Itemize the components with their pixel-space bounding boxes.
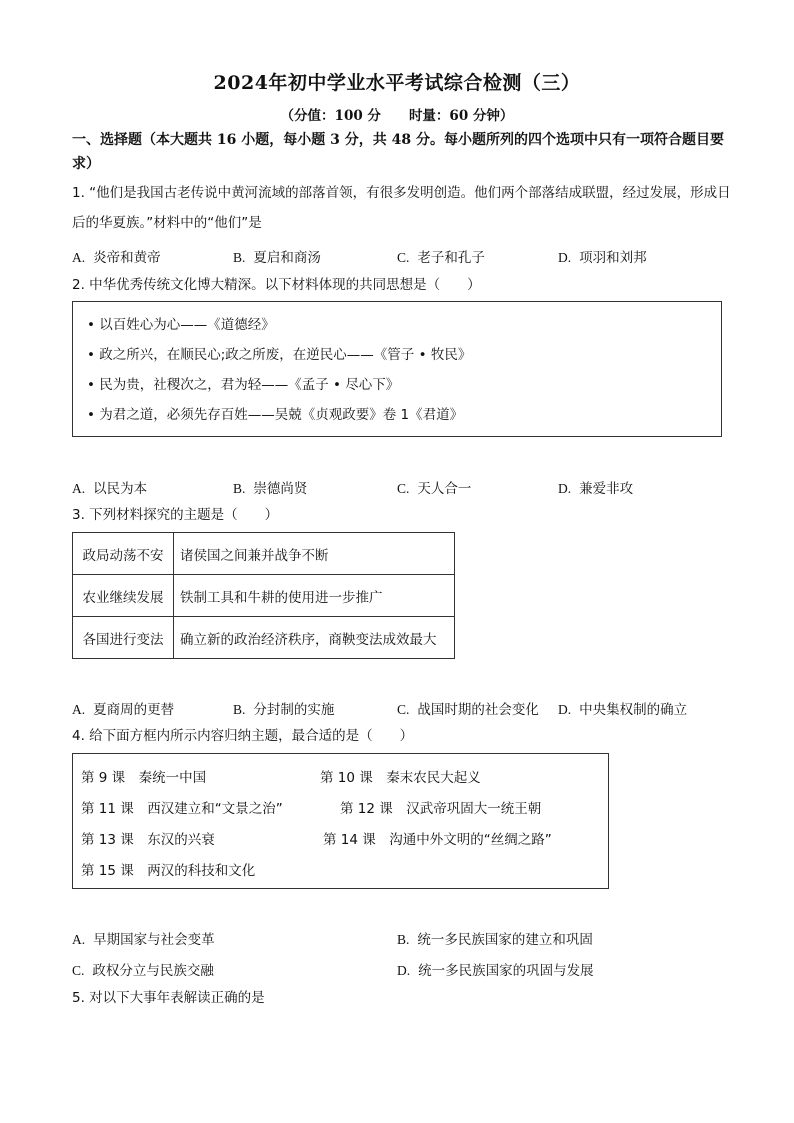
score-info: （分值：100 分 [280,108,381,124]
lesson-item: 第 15 课 两汉的科技和文化 [81,863,256,879]
time-info: 时量：60 分钟） [408,108,514,124]
option-letter: D. [397,963,411,978]
option-letter: A. [72,250,86,265]
option-text: 炎帝和黄帝 [93,250,161,266]
option-letter: C. [72,963,85,978]
quote-line: • 民为贵，社稷次之，君为轻——《孟子 • 尽心下》 [87,377,400,393]
option-letter: B. [233,481,246,496]
q2-quote-box [72,301,722,437]
q1-option-c[interactable] [397,246,485,266]
q2-option-a[interactable] [72,477,147,497]
q3-option-c[interactable] [397,698,539,718]
lesson-item: 第 11 课 西汉建立和“文景之治” [81,801,283,817]
q3-option-b[interactable] [233,698,334,718]
lesson-item: 第 12 课 汉武帝巩固大一统王朝 [340,801,542,817]
option-text: 崇德尚贤 [253,481,308,497]
exam-subtitle [0,104,794,124]
quote-line: • 以百姓心为心——《道德经》 [87,317,275,333]
option-letter: D. [558,481,572,496]
option-text: 统一多民族国家的巩固与发展 [418,963,594,979]
table-row [73,533,455,575]
question-4-stem: 4. 给下面方框内所示内容归纳主题，最合适的是（ ） [72,728,414,744]
question-1-stem: 1. “他们是我国古老传说中黄河流域的部落首领，有很多发明创造。他们两个部落结成联盟，经过发展，形成日后的华夏族。”材料中的“他们”是 [72,185,731,231]
question-5-stem: 5. 对以下大事年表解读正确的是 [72,990,265,1006]
table-row [73,575,455,617]
option-letter: C. [397,702,410,717]
option-text: 政权分立与民族交融 [92,963,214,979]
option-letter: A. [72,702,86,717]
q4-option-d[interactable] [397,959,594,979]
option-letter: B. [233,250,246,265]
option-letter: B. [233,702,246,717]
option-text: 天人合一 [417,481,472,497]
q2-option-d[interactable] [558,477,633,497]
table-cell-body: 确立新的政治经济秩序，商鞅变法成效最大 [174,617,455,659]
option-text: 兼爱非攻 [579,481,634,497]
q1-option-a[interactable] [72,246,161,266]
option-text: 战国时期的社会变化 [417,702,539,718]
lesson-item: 第 14 课 沟通中外文明的“丝绸之路” [323,832,552,848]
option-text: 项羽和刘邦 [579,250,647,266]
question-2-stem: 2. 中华优秀传统文化博大精深。以下材料体现的共同思想是（ ） [72,277,481,293]
quote-line: • 为君之道，必须先存百姓——吴兢《贞观政要》卷 1《君道》 [87,407,464,423]
option-text: 夏启和商汤 [253,250,321,266]
option-text: 以民为本 [93,481,148,497]
q2-option-b[interactable] [233,477,307,497]
section-heading: 一、选择题（本大题共 16 小题，每小题 3 分，共 48 分。每小题所列的四个选项中只有一项符合题目要求） [72,132,724,172]
q4-option-b[interactable] [397,928,593,948]
option-letter: D. [558,250,572,265]
option-text: 夏商周的更替 [93,702,175,718]
table-row [73,617,455,659]
q2-option-c[interactable] [397,477,471,497]
q4-lesson-box [72,753,609,889]
option-text: 分封制的实施 [253,702,335,718]
question-3-stem: 3. 下列材料探究的主题是（ ） [72,507,279,523]
lesson-item: 第 9 课 秦统一中国 [81,770,207,786]
q1-option-d[interactable] [558,246,647,266]
q1-option-b[interactable] [233,246,321,266]
q3-option-d[interactable] [558,698,687,718]
quote-line: • 政之所兴，在顺民心;政之所废，在逆民心——《管子 • 牧民》 [87,347,472,363]
table-cell-head: 各国进行变法 [73,617,174,659]
option-text: 老子和孔子 [417,250,485,266]
lesson-item: 第 10 课 秦末农民大起义 [320,770,481,786]
lesson-item: 第 13 课 东汉的兴衰 [81,832,215,848]
q4-option-c[interactable] [72,959,214,979]
option-letter: D. [558,702,572,717]
option-text: 早期国家与社会变革 [93,932,215,948]
table-cell-body: 铁制工具和牛耕的使用进一步推广 [174,575,455,617]
q4-option-a[interactable] [72,928,215,948]
exam-title: 2024年初中学业水平考试综合检测（三） [213,72,581,94]
table-cell-head: 政局动荡不安 [73,533,174,575]
option-text: 统一多民族国家的建立和巩固 [417,932,593,948]
option-letter: A. [72,481,86,496]
option-letter: B. [397,932,410,947]
table-cell-body: 诸侯国之间兼并战争不断 [174,533,455,575]
option-letter: C. [397,250,410,265]
option-letter: C. [397,481,410,496]
option-text: 中央集权制的确立 [579,702,688,718]
option-letter: A. [72,932,86,947]
q3-option-a[interactable] [72,698,174,718]
q3-material-table [72,532,455,659]
table-cell-head: 农业继续发展 [73,575,174,617]
